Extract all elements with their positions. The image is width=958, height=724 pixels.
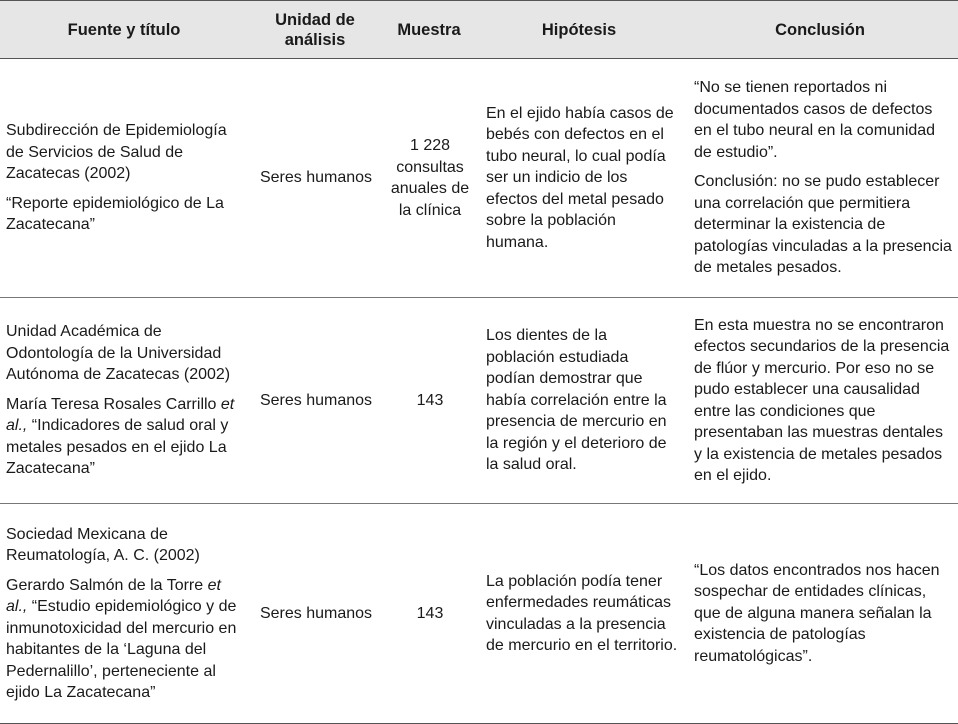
- source-org: Sociedad Mexicana de Reumatología, A. C. (2002): [6, 525, 200, 564]
- source-citation: [6, 394, 244, 480]
- source-org: Unidad Académica de Odontología de la Universidad Autónoma de Zacatecas (2002): [6, 323, 231, 384]
- source-etal: et al.,: [6, 576, 221, 615]
- source-cell: [0, 59, 248, 298]
- header-row: [0, 1, 958, 59]
- conclusion-summary: Conclusión: no se pudo establecer una correlación que permitiera determinar la existencia de patologías vinculadas a la presencia de metales pesados.: [694, 173, 952, 277]
- source-cell: [0, 504, 248, 724]
- source-title: “Estudio epidemiológico y de inmunotoxicidad del mercurio en habitantes de la ‘Laguna del Pedernalillo’, perteneciente al ejido La Zacatecana”: [6, 598, 237, 701]
- table-row: [0, 59, 958, 298]
- sample-cell: 143: [382, 504, 476, 724]
- hypothesis-cell: En el ejido había casos de bebés con defectos en el tubo neural, lo cual podía ser un indicio de los efectos del metal pesado sobre la población humana.: [476, 59, 682, 298]
- header-hypothesis: Hipótesis: [476, 1, 682, 59]
- sample-cell: 143: [382, 298, 476, 504]
- header-source: Fuente y título: [0, 1, 248, 59]
- conclusion-cell: “Los datos encontrados nos hacen sospechar de entidades clínicas, que de alguna manera señalan la existencia de patologías reumatológicas”.: [682, 504, 958, 724]
- source-author: María Teresa Rosales Carrillo: [6, 395, 217, 413]
- source-title: “Indicadores de salud oral y metales pesados en el ejido La Zacatecana”: [6, 417, 229, 478]
- sample-cell: 1 228 consultas anuales de la clínica: [382, 59, 476, 298]
- hypothesis-cell: Los dientes de la población estudiada podían demostrar que había correlación entre la presencia de mercurio en la región y el deterioro de la salud oral.: [476, 298, 682, 504]
- source-etal: et al.,: [6, 395, 235, 435]
- unit-cell: Seres humanos: [248, 504, 382, 724]
- hypothesis-cell: La población podía tener enfermedades reumáticas vinculadas a la presencia de mercurio en el territorio.: [476, 504, 682, 724]
- table-row: [0, 504, 958, 724]
- source-cell: [0, 298, 248, 504]
- header-sample: Muestra: [382, 1, 476, 59]
- header-unit: Unidad de análisis: [248, 1, 382, 59]
- conclusion-quote: “No se tienen reportados ni documentados casos de defectos en el tubo neural en la comunidad de estudio”.: [694, 79, 936, 161]
- source-author: Gerardo Salmón de la Torre: [6, 576, 204, 594]
- conclusion-cell: En esta muestra no se encontraron efectos secundarios de la presencia de flúor y mercurio. Por eso no se pudo establecer una causalidad entre las condiciones que presentaban las muestras dentales y la existencia de metales pesados en el ejido.: [682, 298, 958, 504]
- conclusion-cell: [682, 59, 958, 298]
- header-conclusion: Conclusión: [682, 1, 958, 59]
- source-title: “Reporte epidemiológico de La Zacatecana”: [6, 194, 224, 234]
- unit-cell: Seres humanos: [248, 298, 382, 504]
- source-org: Subdirección de Epidemiología de Servicios de Salud de Zacatecas (2002): [6, 122, 227, 183]
- source-citation: [6, 575, 244, 704]
- table-row: [0, 298, 958, 504]
- unit-cell: Seres humanos: [248, 59, 382, 298]
